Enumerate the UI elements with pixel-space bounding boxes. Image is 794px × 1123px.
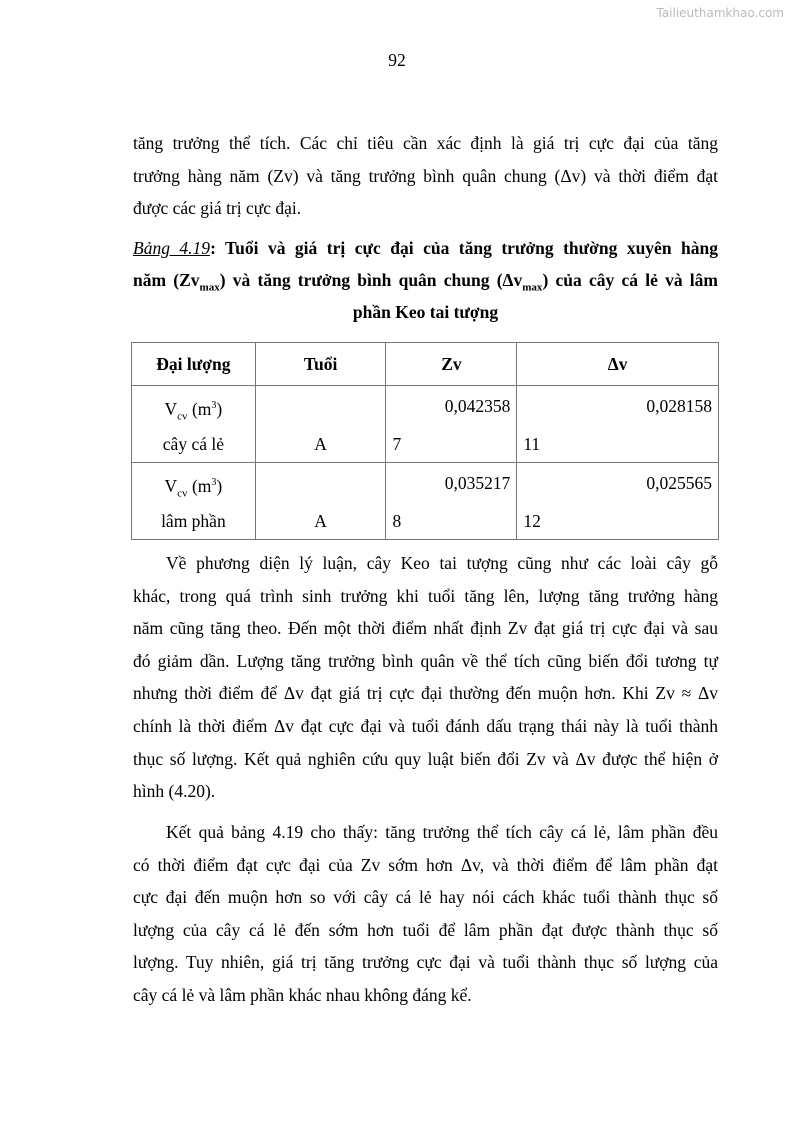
subscript: cv — [177, 410, 188, 423]
text-line: nhưng thời điểm để Δv đạt giá trị cực đại thường đến muộn hơn. Khi Zv ≈ Δv — [133, 683, 718, 704]
table-caption — [133, 232, 718, 328]
text-line: Kết quả bảng 4.19 cho thấy: tăng trưởng thể tích cây cá lẻ, lâm phần đều — [166, 822, 718, 842]
zv-cell — [386, 386, 517, 463]
caption-label: Bảng 4.19 — [133, 238, 211, 258]
caption-text: ) và tăng trưởng bình quân chung (Δv — [219, 270, 523, 290]
watermark: Tailieuthamkhao.com — [656, 6, 784, 20]
text: ) — [216, 398, 223, 419]
text-line: lượng. Tuy nhiên, giá trị tăng trưởng cực đại và tuổi thành thục số lượng của — [133, 952, 718, 973]
subscript: cv — [177, 487, 188, 500]
value: 12 — [523, 511, 541, 531]
text: A — [314, 434, 327, 454]
row-label: cây cá lẻ — [162, 434, 224, 454]
table-row — [132, 463, 719, 540]
table-row — [132, 386, 719, 463]
text-line: năm cũng tăng theo. Đến một thời điểm nhất định Zv đạt giá trị cực đại và sau — [133, 618, 718, 639]
text-line: cực đại đến muộn hơn so với cây cá lẻ hay nói cách khác tuổi thành thục số — [133, 887, 718, 908]
quantity-cell — [132, 463, 256, 540]
table-header-row — [132, 343, 719, 386]
paragraph-2 — [133, 816, 718, 1012]
dv-cell — [517, 463, 719, 540]
intro-paragraph — [133, 127, 718, 225]
header-cell: Zv — [386, 343, 517, 386]
caption-text: năm (Zv — [133, 270, 200, 290]
text: V — [164, 475, 178, 496]
value: 0,028158 — [646, 396, 712, 416]
zv-cell — [386, 463, 517, 540]
text: ) — [216, 475, 223, 496]
text-line: khác, trong quá trình sinh trưởng khi tuổi tăng lên, lượng tăng trưởng hàng — [133, 585, 718, 606]
text-line: hình (4.20). — [133, 781, 216, 802]
text-line: được các giá trị cực đại. — [133, 198, 302, 219]
caption-text: : Tuổi và giá trị cực đại của tăng trưởng thường xuyên hàng — [210, 238, 718, 258]
age-cell — [255, 463, 386, 540]
value: 0,042358 — [444, 396, 511, 416]
text-line: cây cá lẻ và lâm phần khác nhau không đáng kể. — [133, 984, 472, 1005]
header-cell: Δv — [517, 343, 719, 386]
caption-text: phần Keo tai tượng — [352, 302, 499, 322]
text-line: lượng của cây cá lẻ đến sớm hơn tuổi để lâm phần đạt được thành thục số — [133, 919, 718, 940]
value: 11 — [523, 434, 541, 454]
header-cell: Đại lượng — [132, 343, 256, 386]
text-line: tăng trưởng thể tích. Các chỉ tiêu cần xác định là giá trị cực đại của tăng — [133, 133, 718, 153]
value: 0,035217 — [444, 473, 511, 493]
caption-text: ) của cây cá lẻ và lâm — [542, 270, 718, 290]
value: 7 — [392, 434, 402, 454]
page-number: 92 — [388, 50, 406, 70]
subscript: max — [522, 281, 543, 294]
text: A — [314, 511, 327, 531]
text-line: đó giảm dần. Lượng tăng trưởng bình quân về thể tích cũng biến đổi tương tự — [133, 650, 718, 671]
header-cell: Tuổi — [255, 343, 386, 386]
text-line: chính là thời điểm Δv đạt cực đại và tuổi đánh dấu trạng thái này là tuổi thành — [133, 715, 718, 736]
age-cell — [255, 386, 386, 463]
dv-cell — [517, 386, 719, 463]
quantity-cell — [132, 386, 256, 463]
text-line: có thời điểm đạt cực đại của Zv sớm hơn Δv, và thời điểm để lâm phần đạt — [133, 854, 718, 875]
text-line: Về phương diện lý luận, cây Keo tai tượng cũng như các loài cây gỗ — [166, 553, 718, 573]
text: V — [164, 398, 178, 419]
paragraph-1 — [133, 547, 718, 808]
text-line: trưởng hàng năm (Zv) và tăng trưởng bình quân chung (Δv) và thời điểm đạt — [133, 165, 718, 186]
row-label: lâm phần — [161, 511, 226, 531]
data-table — [131, 342, 719, 540]
text-line: thục số lượng. Kết quả nghiên cứu quy luật biến đổi Zv và Δv được thể hiện ở — [133, 748, 718, 769]
text: (m — [187, 398, 212, 419]
superscript: 3 — [211, 400, 217, 411]
value: 8 — [392, 511, 402, 531]
text: (m — [187, 475, 212, 496]
subscript: max — [199, 281, 220, 294]
value: 0,025565 — [646, 473, 712, 493]
superscript: 3 — [211, 477, 217, 488]
